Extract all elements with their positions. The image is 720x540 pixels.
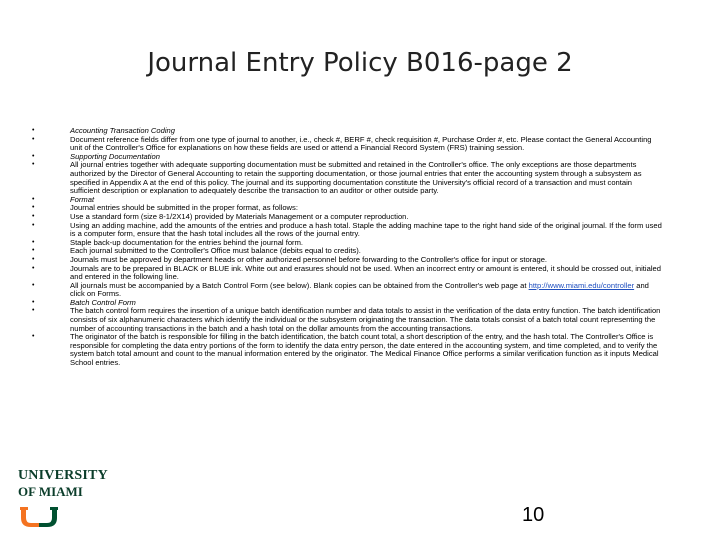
page-title: Journal Entry Policy B016-page 2 — [147, 48, 573, 78]
list-item-body: Journals are to be prepared in BLACK or BLUE ink. White out and erasures should not be used. When an incorrect entry or amount is entered, it should be crossed out, initialed and entered in the following line. — [70, 263, 661, 282]
list-item-text — [70, 222, 662, 239]
controller-web-link[interactable]: http://www.miami.edu/controller — [528, 280, 635, 290]
bullet-icon: • — [32, 247, 35, 255]
bullet-icon: • — [32, 264, 35, 272]
list-item — [32, 161, 662, 195]
list-item-body: Document reference fields differ from one type of journal to another, i.e., check #, BERF #, check requisition #, Purchase Order #, etc. Please contact the General Accounting unit of the Controller's Office for explanations on how these fields are used or attend a Financial Record System (FRS) training session. — [70, 134, 652, 153]
bullet-icon: • — [32, 161, 35, 169]
list-item-text — [70, 282, 662, 299]
bullet-icon: • — [32, 333, 35, 341]
list-item — [32, 333, 662, 367]
list-item-body: Supporting Documentation — [70, 151, 160, 161]
bullet-icon: • — [32, 127, 35, 134]
bullet-icon: • — [32, 307, 35, 315]
list-item-body: Using an adding machine, add the amounts of the entries and produce a hash total. Staple the adding machine tape to the right hand side of the original journal. If the form used is a computer form, ensure that the hash total includes all the rows of the journal entry. — [70, 220, 662, 239]
bullet-icon: • — [32, 135, 35, 143]
list-item-text — [70, 161, 662, 195]
bullet-icon: • — [32, 238, 35, 246]
u-logo-icon — [18, 506, 60, 528]
list-item-body: All journal entries together with adequate supporting documentation must be submitted and retained in the Controller's office. The only exceptions are those departments authorized by the Director of General Accounting to retain the supporting documentation, or those journal entries that enter the accounting system through a subsystem as specified in Appendix A at the end of this policy. The journal and its supporting documentation constitute the University's official record of a transaction and must contain sufficient description or explanation to adequately describe the transaction to an auditor or other outside party. — [70, 160, 642, 196]
bullet-icon: • — [32, 221, 35, 229]
bullet-icon: • — [32, 204, 35, 212]
bullet-icon: • — [32, 212, 35, 220]
list-item — [32, 282, 662, 299]
list-item-body: Journal entries should be submitted in the proper format, as follows: — [70, 203, 298, 213]
list-item-body: Journals must be approved by department heads or other authorized personnel before forwarding to the Controller's office for input or storage. — [70, 254, 548, 264]
list-item — [32, 136, 662, 153]
list-item-body: Each journal submitted to the Controller's Office must balance (debits equal to credits). — [70, 246, 361, 256]
bullet-icon: • — [32, 152, 35, 160]
list-item-body: The batch control form requires the insertion of a unique batch identification number and data totals to assist in the verification of the data entry function. The batch identification consists of six alphanumeric characters which identify the individual or the subsystem originating the transaction. The data totals consist of a batch total count representing the number of accounting transactions in the batch and a hash total on the dollar amounts from the accounting transactions. — [70, 306, 661, 333]
list-item — [32, 265, 662, 282]
list-item-body: The originator of the batch is responsible for filling in the batch identification, the batch count total, a short description of the entry, and the hash total. The Controller's Office is responsible for completing the data entry portions of the form to identify the data entry person, the date entered in the accounting system, and time completed, and to verify the system batch total amount and count to the manual information entered by the originator. The Medical Finance Office performs a similar verification function as it inputs Medical School entries. — [70, 332, 659, 368]
bullet-icon: • — [32, 281, 35, 289]
list-item-text — [70, 333, 662, 367]
list-item-body: Format — [70, 194, 95, 204]
bullet-icon: • — [32, 298, 35, 306]
list-item — [32, 307, 662, 333]
list-item-body: All journals must be accompanied by a Batch Control Form (see below). Blank copies can be obtained from the Controller's web page at — [70, 280, 527, 290]
list-item-body: Staple back-up documentation for the entries behind the journal form. — [70, 237, 304, 247]
brand-line-2: OF MIAMI — [18, 484, 83, 499]
policy-list — [32, 127, 662, 368]
list-item-body: Use a standard form (size 8-1/2X14) provided by Materials Management or a computer reproduction. — [70, 211, 409, 221]
list-item-text — [70, 136, 662, 153]
list-item-text — [70, 265, 662, 282]
list-item — [32, 222, 662, 239]
brand-line-1: UNIVERSITY — [18, 468, 108, 483]
bullet-icon: • — [32, 195, 35, 203]
list-item-after: and click on Forms. — [70, 280, 649, 299]
list-item-text — [70, 307, 662, 333]
page-number: 10 — [522, 504, 545, 526]
list-item-body: Batch Control Form — [70, 297, 136, 307]
bullet-icon: • — [32, 255, 35, 263]
list-item-body: Accounting Transaction Coding — [70, 126, 175, 135]
